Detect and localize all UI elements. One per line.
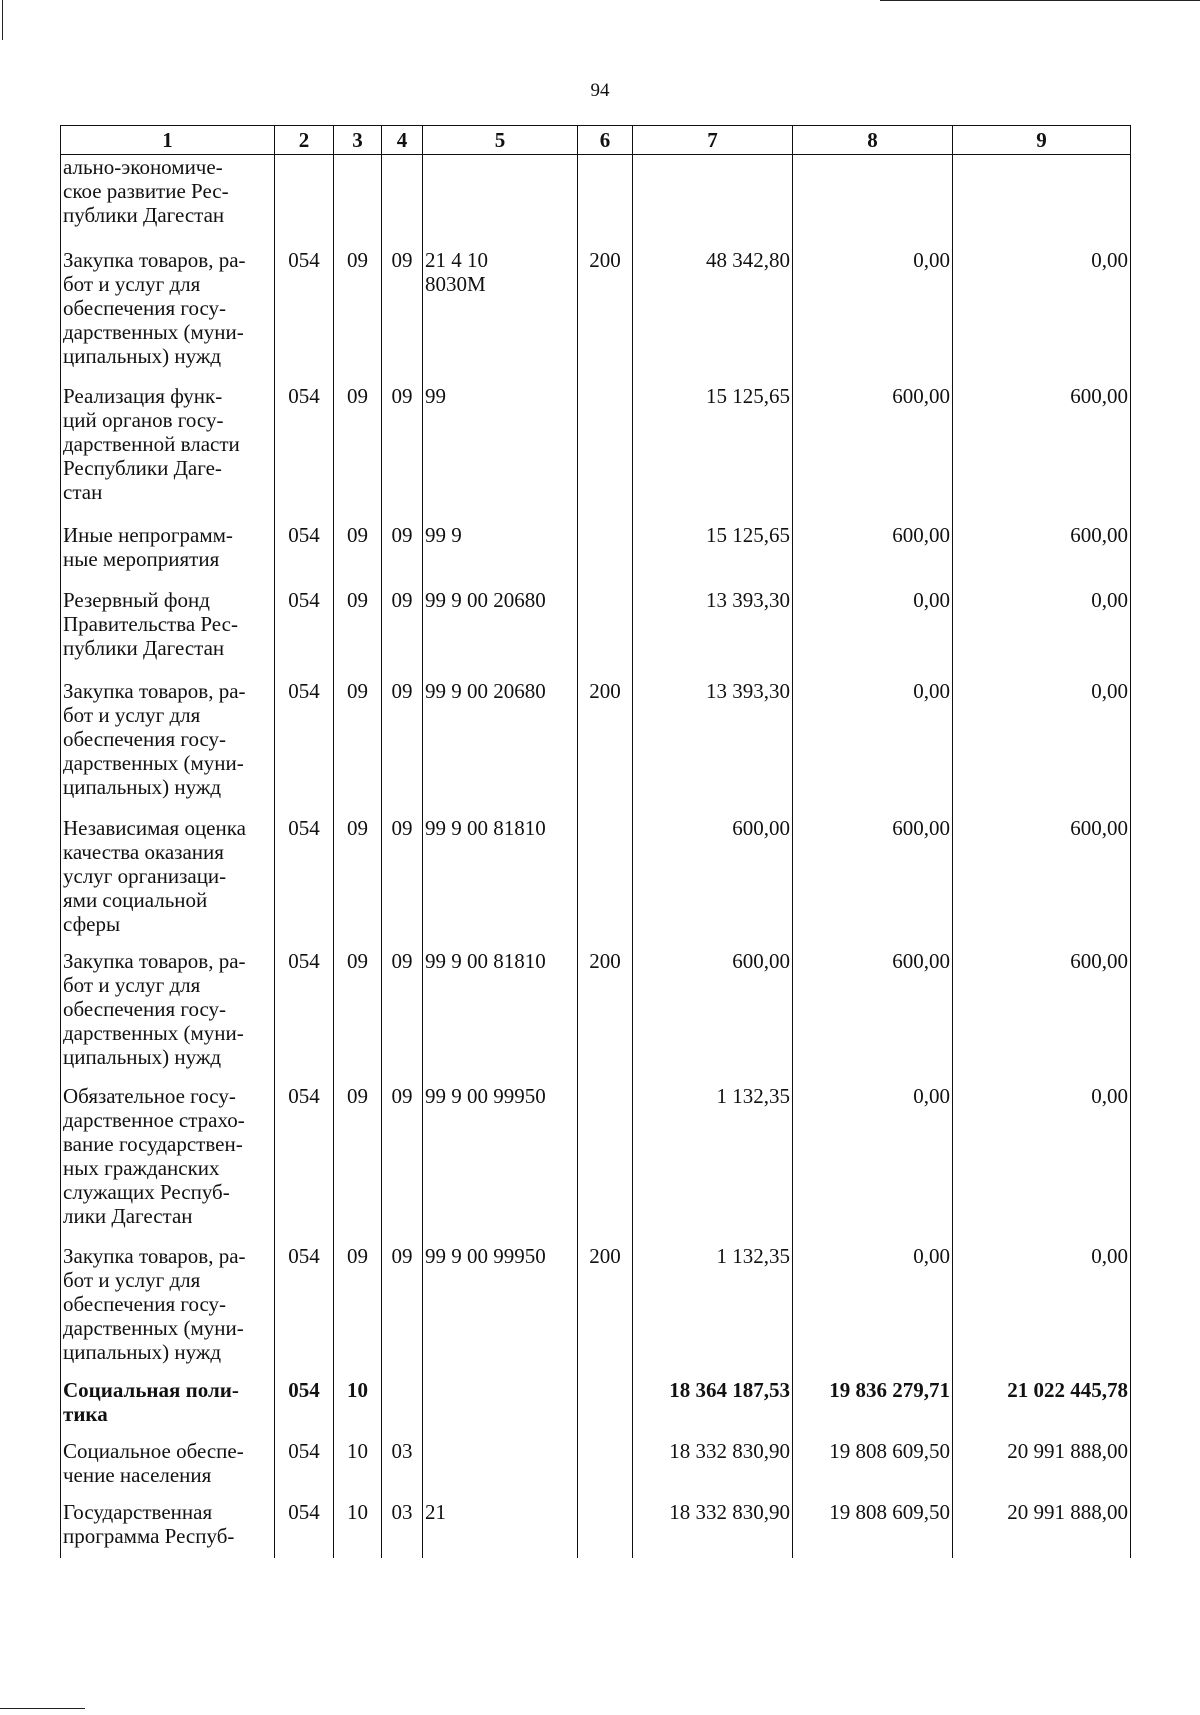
cell-amount-year-1-text: 18 364 187,53 bbox=[669, 1377, 790, 1402]
cell-section bbox=[334, 248, 382, 384]
cell-amount-year-3-text: 21 022 445,78 bbox=[1007, 1377, 1128, 1402]
cell-amount-year-1-text: 15 125,65 bbox=[706, 383, 790, 408]
cell-amount-year-1 bbox=[633, 1244, 793, 1378]
cell-amount-year-1-text: 48 342,80 bbox=[706, 247, 790, 272]
row-name-text: Иные непрограмм- ные мероприятия bbox=[63, 522, 233, 571]
row-name bbox=[61, 1439, 275, 1500]
table-row bbox=[61, 155, 1131, 248]
cell-amount-year-3-text: 600,00 bbox=[1070, 383, 1128, 408]
cell-expense-type bbox=[578, 1439, 633, 1500]
row-name-text: Закупка товаров, ра- бот и услуг для обеспечения госу- дарственных (муни- ципальных) нужд bbox=[63, 948, 246, 1069]
cell-target-article bbox=[423, 384, 578, 523]
cell-target-article-text: 99 9 00 99950 bbox=[425, 1243, 546, 1268]
cell-target-article bbox=[423, 588, 578, 679]
cell-subsection bbox=[382, 679, 423, 816]
row-name bbox=[61, 588, 275, 679]
row-name-text: Государственная программа Респуб- bbox=[63, 1499, 235, 1548]
cell-target-article-text: 21 4 10 8030М bbox=[425, 247, 488, 296]
cell-ministry-code bbox=[275, 1084, 334, 1244]
cell-amount-year-3 bbox=[953, 1500, 1131, 1558]
row-name bbox=[61, 949, 275, 1084]
cell-ministry-code-text: 054 bbox=[288, 247, 320, 272]
table-row bbox=[61, 248, 1131, 384]
cell-amount-year-1-text: 15 125,65 bbox=[706, 522, 790, 547]
cell-expense-type bbox=[578, 1244, 633, 1378]
cell-ministry-code bbox=[275, 588, 334, 679]
cell-ministry-code bbox=[275, 816, 334, 949]
column-header-6: 6 bbox=[578, 126, 633, 155]
cell-amount-year-3-text: 600,00 bbox=[1070, 522, 1128, 547]
cell-amount-year-2-text: 19 808 609,50 bbox=[829, 1438, 950, 1463]
cell-expense-type bbox=[578, 588, 633, 679]
cell-ministry-code bbox=[275, 1500, 334, 1558]
cell-amount-year-2-text: 0,00 bbox=[913, 1083, 950, 1108]
cell-amount-year-1-text: 18 332 830,90 bbox=[669, 1438, 790, 1463]
cell-section-text: 09 bbox=[347, 1243, 368, 1268]
cell-expense-type-text: 200 bbox=[589, 948, 621, 973]
cell-ministry-code-text: 054 bbox=[288, 587, 320, 612]
row-name-text: ально-экономиче- ское развитие Рес- публики Дагестан bbox=[63, 155, 229, 227]
cell-section bbox=[334, 384, 382, 523]
cell-target-article bbox=[423, 1439, 578, 1500]
cell-amount-year-1 bbox=[633, 384, 793, 523]
table-row bbox=[61, 1439, 1131, 1500]
cell-amount-year-3-text: 600,00 bbox=[1070, 815, 1128, 840]
cell-amount-year-3 bbox=[953, 1378, 1131, 1439]
cell-expense-type bbox=[578, 1500, 633, 1558]
cell-target-article bbox=[423, 155, 578, 248]
cell-ministry-code bbox=[275, 523, 334, 588]
scan-edge-left bbox=[2, 0, 3, 40]
cell-amount-year-2-text: 0,00 bbox=[913, 1243, 950, 1268]
cell-amount-year-1-text: 600,00 bbox=[732, 815, 790, 840]
table-row bbox=[61, 1500, 1131, 1558]
column-header-7: 7 bbox=[633, 126, 793, 155]
cell-section-text: 09 bbox=[347, 522, 368, 547]
cell-ministry-code bbox=[275, 1244, 334, 1378]
cell-target-article-text: 21 bbox=[425, 1499, 446, 1524]
cell-section-text: 09 bbox=[347, 1083, 368, 1108]
cell-amount-year-2-text: 0,00 bbox=[913, 678, 950, 703]
cell-amount-year-1 bbox=[633, 248, 793, 384]
cell-subsection-text: 03 bbox=[391, 1499, 413, 1524]
cell-subsection-text: 03 bbox=[391, 1438, 413, 1463]
scan-edge-bottom bbox=[0, 1708, 85, 1709]
row-name bbox=[61, 523, 275, 588]
cell-subsection bbox=[382, 1378, 423, 1439]
cell-target-article bbox=[423, 523, 578, 588]
cell-target-article bbox=[423, 248, 578, 384]
row-name-text: Независимая оценка качества оказания услуг организаци- ями социальной сферы bbox=[63, 815, 246, 936]
table-row bbox=[61, 949, 1131, 1084]
cell-section-text: 09 bbox=[347, 247, 368, 272]
cell-amount-year-2-text: 0,00 bbox=[913, 247, 950, 272]
cell-section-text: 09 bbox=[347, 815, 368, 840]
cell-amount-year-3 bbox=[953, 248, 1131, 384]
column-header-3: 3 bbox=[334, 126, 382, 155]
cell-section bbox=[334, 1378, 382, 1439]
cell-section-text: 09 bbox=[347, 383, 368, 408]
cell-ministry-code-text: 054 bbox=[288, 1377, 320, 1402]
cell-amount-year-1 bbox=[633, 1378, 793, 1439]
cell-section-text: 10 bbox=[347, 1377, 368, 1402]
cell-subsection bbox=[382, 1084, 423, 1244]
cell-subsection-text: 09 bbox=[391, 247, 413, 272]
table-row bbox=[61, 588, 1131, 679]
cell-amount-year-3 bbox=[953, 816, 1131, 949]
row-name-text: Социальное обеспе- чение населения bbox=[63, 1438, 244, 1487]
cell-amount-year-1-text: 18 332 830,90 bbox=[669, 1499, 790, 1524]
cell-amount-year-3-text: 0,00 bbox=[1091, 247, 1128, 272]
cell-target-article-text: 99 9 00 20680 bbox=[425, 587, 546, 612]
column-header-2: 2 bbox=[275, 126, 334, 155]
cell-subsection bbox=[382, 1500, 423, 1558]
cell-amount-year-2 bbox=[793, 155, 953, 248]
cell-amount-year-2 bbox=[793, 949, 953, 1084]
cell-target-article-text: 99 9 bbox=[425, 522, 462, 547]
cell-ministry-code-text: 054 bbox=[288, 522, 320, 547]
cell-target-article bbox=[423, 1244, 578, 1378]
cell-subsection bbox=[382, 248, 423, 384]
cell-amount-year-3-text: 600,00 bbox=[1070, 948, 1128, 973]
cell-target-article bbox=[423, 816, 578, 949]
cell-subsection-text: 09 bbox=[391, 587, 413, 612]
cell-subsection-text: 09 bbox=[391, 948, 413, 973]
row-name-text: Обязательное госу- дарственное страхо- вание государствен- ных гражданских служащих Респуб- лики Дагестан bbox=[63, 1083, 245, 1228]
row-name bbox=[61, 248, 275, 384]
cell-subsection bbox=[382, 1244, 423, 1378]
cell-ministry-code-text: 054 bbox=[288, 1499, 320, 1524]
cell-amount-year-1-text: 1 132,35 bbox=[716, 1083, 790, 1108]
budget-table bbox=[60, 125, 1131, 1558]
cell-subsection bbox=[382, 155, 423, 248]
cell-subsection bbox=[382, 384, 423, 523]
cell-subsection bbox=[382, 1439, 423, 1500]
cell-amount-year-3 bbox=[953, 384, 1131, 523]
table-row bbox=[61, 816, 1131, 949]
row-name bbox=[61, 1500, 275, 1558]
cell-ministry-code-text: 054 bbox=[288, 678, 320, 703]
cell-amount-year-2 bbox=[793, 1500, 953, 1558]
cell-amount-year-2 bbox=[793, 1378, 953, 1439]
cell-section bbox=[334, 1244, 382, 1378]
cell-amount-year-2 bbox=[793, 588, 953, 679]
cell-amount-year-2 bbox=[793, 1439, 953, 1500]
cell-expense-type bbox=[578, 248, 633, 384]
cell-ministry-code bbox=[275, 155, 334, 248]
cell-amount-year-3 bbox=[953, 155, 1131, 248]
cell-expense-type-text: 200 bbox=[589, 678, 621, 703]
cell-target-article bbox=[423, 949, 578, 1084]
cell-target-article-text: 99 9 00 81810 bbox=[425, 948, 546, 973]
cell-amount-year-2 bbox=[793, 523, 953, 588]
cell-section bbox=[334, 1439, 382, 1500]
cell-section bbox=[334, 588, 382, 679]
row-name-text: Социальная поли- тика bbox=[63, 1377, 239, 1426]
cell-amount-year-2 bbox=[793, 1244, 953, 1378]
cell-subsection bbox=[382, 523, 423, 588]
cell-target-article bbox=[423, 1500, 578, 1558]
cell-ministry-code bbox=[275, 949, 334, 1084]
column-header-1: 1 bbox=[61, 126, 275, 155]
cell-amount-year-3 bbox=[953, 949, 1131, 1084]
cell-subsection bbox=[382, 588, 423, 679]
cell-expense-type-text: 200 bbox=[589, 247, 621, 272]
cell-ministry-code-text: 054 bbox=[288, 1243, 320, 1268]
cell-section bbox=[334, 155, 382, 248]
row-name-text: Закупка товаров, ра- бот и услуг для обеспечения госу- дарственных (муни- ципальных) нужд bbox=[63, 678, 246, 799]
cell-target-article-text: 99 9 00 99950 bbox=[425, 1083, 546, 1108]
cell-amount-year-2-text: 600,00 bbox=[892, 815, 950, 840]
cell-amount-year-1-text: 13 393,30 bbox=[706, 678, 790, 703]
table-header-row bbox=[61, 126, 1131, 155]
cell-amount-year-3-text: 0,00 bbox=[1091, 587, 1128, 612]
table-row bbox=[61, 523, 1131, 588]
row-name bbox=[61, 1084, 275, 1244]
row-name-text: Резервный фонд Правительства Рес- публики Дагестан bbox=[63, 587, 238, 660]
cell-amount-year-3-text: 0,00 bbox=[1091, 678, 1128, 703]
cell-expense-type bbox=[578, 384, 633, 523]
cell-section bbox=[334, 523, 382, 588]
cell-amount-year-3-text: 0,00 bbox=[1091, 1243, 1128, 1268]
cell-section-text: 09 bbox=[347, 587, 368, 612]
cell-amount-year-1-text: 1 132,35 bbox=[716, 1243, 790, 1268]
cell-amount-year-3 bbox=[953, 1084, 1131, 1244]
cell-amount-year-3 bbox=[953, 1244, 1131, 1378]
row-name-text: Реализация функ- ций органов госу- дарственной власти Республики Даге- стан bbox=[63, 383, 240, 504]
cell-amount-year-2-text: 600,00 bbox=[892, 383, 950, 408]
cell-subsection-text: 09 bbox=[391, 815, 413, 840]
cell-expense-type bbox=[578, 1378, 633, 1439]
row-name bbox=[61, 1244, 275, 1378]
table-row bbox=[61, 1084, 1131, 1244]
cell-amount-year-1 bbox=[633, 679, 793, 816]
column-header-9: 9 bbox=[953, 126, 1131, 155]
cell-amount-year-2 bbox=[793, 816, 953, 949]
cell-amount-year-2 bbox=[793, 384, 953, 523]
cell-ministry-code-text: 054 bbox=[288, 383, 320, 408]
cell-amount-year-1 bbox=[633, 816, 793, 949]
cell-section-text: 09 bbox=[347, 948, 368, 973]
cell-section bbox=[334, 1500, 382, 1558]
cell-amount-year-2-text: 0,00 bbox=[913, 587, 950, 612]
column-header-8: 8 bbox=[793, 126, 953, 155]
cell-ministry-code bbox=[275, 679, 334, 816]
cell-subsection-text: 09 bbox=[391, 678, 413, 703]
cell-amount-year-3 bbox=[953, 1439, 1131, 1500]
cell-ministry-code-text: 054 bbox=[288, 1438, 320, 1463]
cell-expense-type bbox=[578, 155, 633, 248]
row-name bbox=[61, 384, 275, 523]
cell-amount-year-2 bbox=[793, 1084, 953, 1244]
row-name bbox=[61, 816, 275, 949]
table-body bbox=[61, 155, 1131, 1558]
cell-subsection bbox=[382, 949, 423, 1084]
cell-amount-year-2-text: 600,00 bbox=[892, 948, 950, 973]
row-name bbox=[61, 679, 275, 816]
cell-ministry-code bbox=[275, 248, 334, 384]
cell-amount-year-3-text: 20 991 888,00 bbox=[1007, 1438, 1128, 1463]
cell-section bbox=[334, 816, 382, 949]
cell-amount-year-1 bbox=[633, 155, 793, 248]
cell-subsection-text: 09 bbox=[391, 1243, 413, 1268]
cell-expense-type bbox=[578, 523, 633, 588]
cell-amount-year-3 bbox=[953, 523, 1131, 588]
cell-section-text: 09 bbox=[347, 678, 368, 703]
cell-expense-type bbox=[578, 1084, 633, 1244]
cell-amount-year-2-text: 19 836 279,71 bbox=[829, 1377, 950, 1402]
cell-amount-year-3-text: 20 991 888,00 bbox=[1007, 1499, 1128, 1524]
cell-expense-type bbox=[578, 816, 633, 949]
cell-expense-type bbox=[578, 679, 633, 816]
cell-target-article bbox=[423, 1084, 578, 1244]
cell-ministry-code bbox=[275, 1378, 334, 1439]
cell-ministry-code bbox=[275, 384, 334, 523]
cell-subsection bbox=[382, 816, 423, 949]
table-row bbox=[61, 1378, 1131, 1439]
cell-subsection-text: 09 bbox=[391, 383, 413, 408]
row-name-text: Закупка товаров, ра- бот и услуг для обеспечения госу- дарственных (муни- ципальных) нужд bbox=[63, 1243, 246, 1364]
cell-ministry-code-text: 054 bbox=[288, 948, 320, 973]
row-name-text: Закупка товаров, ра- бот и услуг для обеспечения госу- дарственных (муни- ципальных) нужд bbox=[63, 247, 246, 368]
cell-section bbox=[334, 1084, 382, 1244]
cell-subsection-text: 09 bbox=[391, 1083, 413, 1108]
cell-amount-year-3 bbox=[953, 588, 1131, 679]
cell-amount-year-2-text: 600,00 bbox=[892, 522, 950, 547]
column-header-4: 4 bbox=[382, 126, 423, 155]
cell-target-article-text: 99 9 00 81810 bbox=[425, 815, 546, 840]
cell-amount-year-2 bbox=[793, 679, 953, 816]
cell-amount-year-1 bbox=[633, 1439, 793, 1500]
row-name bbox=[61, 1378, 275, 1439]
cell-section bbox=[334, 679, 382, 816]
cell-amount-year-2-text: 19 808 609,50 bbox=[829, 1499, 950, 1524]
cell-ministry-code bbox=[275, 1439, 334, 1500]
scan-edge-top bbox=[880, 0, 1200, 1]
cell-amount-year-2 bbox=[793, 248, 953, 384]
cell-amount-year-1 bbox=[633, 1500, 793, 1558]
cell-section-text: 10 bbox=[347, 1499, 368, 1524]
cell-target-article bbox=[423, 679, 578, 816]
cell-section-text: 10 bbox=[347, 1438, 368, 1463]
cell-amount-year-1 bbox=[633, 523, 793, 588]
cell-section bbox=[334, 949, 382, 1084]
row-name bbox=[61, 155, 275, 248]
cell-amount-year-3 bbox=[953, 679, 1131, 816]
table-row bbox=[61, 1244, 1131, 1378]
cell-subsection-text: 09 bbox=[391, 522, 413, 547]
cell-amount-year-1 bbox=[633, 949, 793, 1084]
cell-amount-year-3-text: 0,00 bbox=[1091, 1083, 1128, 1108]
table-row bbox=[61, 384, 1131, 523]
column-header-5: 5 bbox=[423, 126, 578, 155]
cell-amount-year-1 bbox=[633, 588, 793, 679]
cell-ministry-code-text: 054 bbox=[288, 815, 320, 840]
table-row bbox=[61, 679, 1131, 816]
cell-expense-type bbox=[578, 949, 633, 1084]
cell-amount-year-1-text: 600,00 bbox=[732, 948, 790, 973]
cell-target-article bbox=[423, 1378, 578, 1439]
cell-target-article-text: 99 bbox=[425, 383, 446, 408]
cell-amount-year-1-text: 13 393,30 bbox=[706, 587, 790, 612]
cell-ministry-code-text: 054 bbox=[288, 1083, 320, 1108]
cell-amount-year-1 bbox=[633, 1084, 793, 1244]
cell-expense-type-text: 200 bbox=[589, 1243, 621, 1268]
page-number: 94 bbox=[590, 80, 610, 101]
cell-target-article-text: 99 9 00 20680 bbox=[425, 678, 546, 703]
